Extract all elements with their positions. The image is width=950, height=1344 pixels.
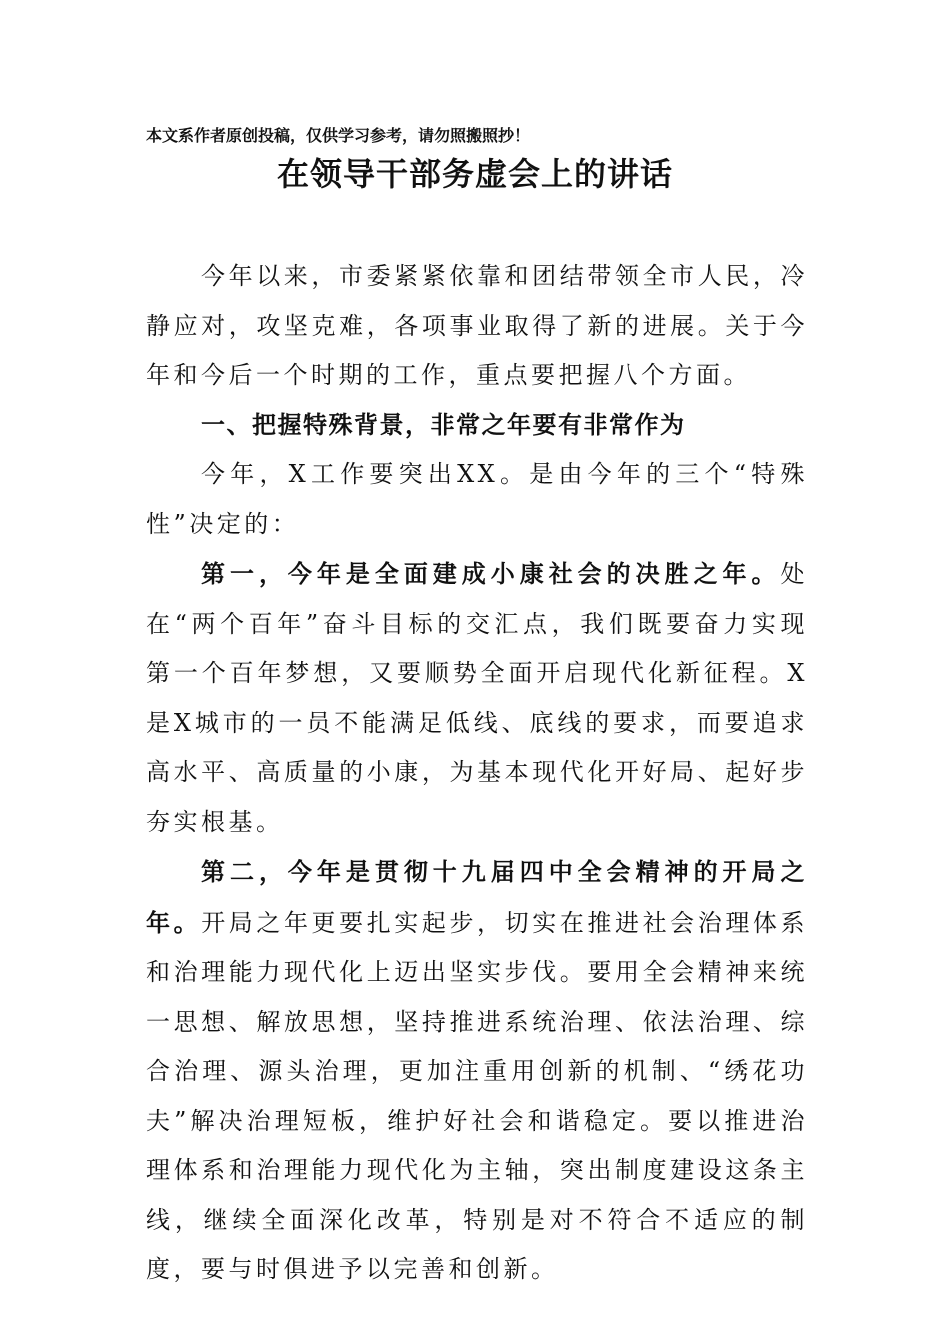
point-2-lead: 第二，今年是贯彻十九届四中全会精神的开局之年。 xyxy=(146,857,808,937)
section-1-intro-paragraph: 今年，X工作要突出XX。是由今年的三个“特殊性”决定的： xyxy=(146,460,808,538)
document-body xyxy=(146,252,808,1295)
point-2-paragraph xyxy=(146,847,808,1295)
intro-paragraph: 今年以来，市委紧紧依靠和团结带领全市人民，冷静应对，攻坚克难，各项事业取得了新的进展。关于今年和今后一个时期的工作，重点要把握八个方面。 xyxy=(146,262,808,389)
point-2-body: 开局之年更要扎实起步，切实在推进社会治理体系和治理能力现代化上迈出坚实步伐。要用全会精神来统一思想、解放思想，坚持推进系统治理、依法治理、综合治理、源头治理，更加注重用创新的机制、“绣花功夫”解决治理短板，维护好社会和谐稳定。要以推进治理体系和治理能力现代化为主轴，突出制度建设这条主线，继续全面深化改革，特别是对不符合不适应的制度，要与时俱进予以完善和创新。 xyxy=(146,908,809,1283)
point-1-paragraph xyxy=(146,549,808,847)
point-1-lead: 第一，今年是全面建成小康社会的决胜之年。 xyxy=(201,559,781,588)
point-1-body: 处在“两个百年”奋斗目标的交汇点，我们既要奋力实现第一个百年梦想，又要顺势全面开启现代化新征程。X是X城市的一员不能满足低线、底线的要求，而要追求高水平、高质量的小康，为基本现代化开好局、起好步夯实根基。 xyxy=(146,560,808,836)
copyright-notice: 本文系作者原创投稿，仅供学习参考，请勿照搬照抄！ xyxy=(146,126,531,145)
document-title: 在领导干部务虚会上的讲话 xyxy=(276,155,673,193)
section-heading-1: 一、把握特殊背景，非常之年要有非常作为 xyxy=(201,410,686,439)
